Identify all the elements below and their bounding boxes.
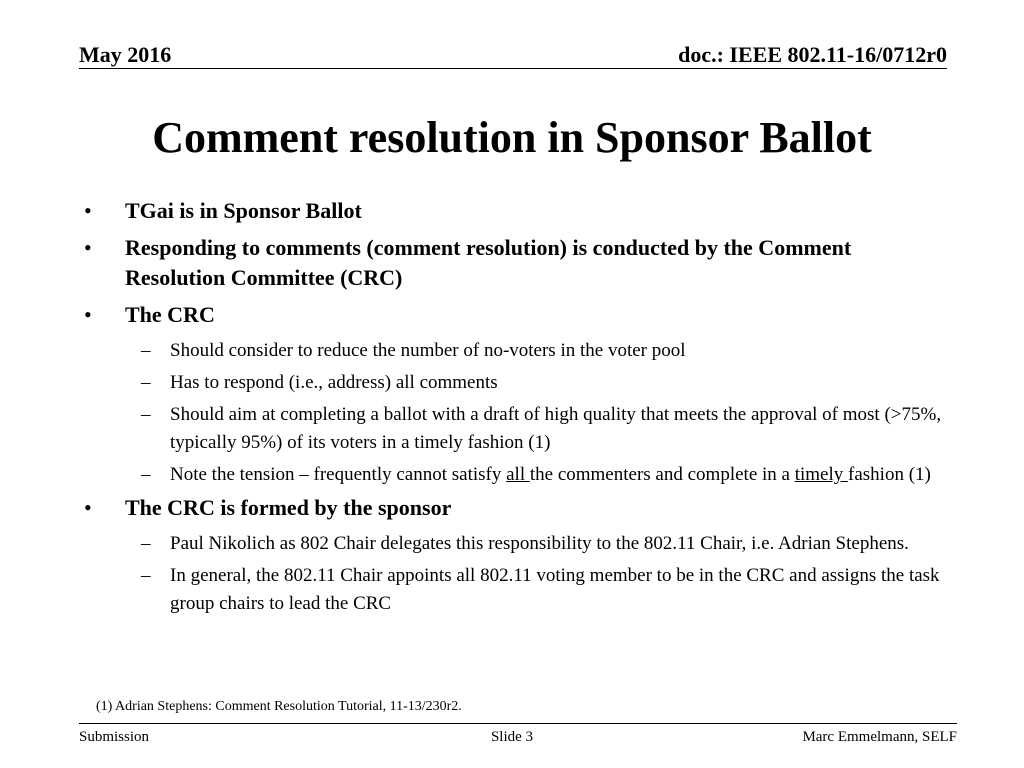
bullet-item	[84, 196, 944, 226]
bullet-item	[84, 493, 944, 523]
slide-content	[84, 196, 944, 622]
underlined-text: all	[506, 464, 530, 485]
slide-title: Comment resolution in Sponsor Ballot	[152, 113, 872, 162]
header-divider	[79, 68, 947, 69]
header-doc-id: doc.: IEEE 802.11-16/0712r0	[678, 42, 947, 67]
underlined-text: timely	[794, 464, 849, 485]
footer-submission: Submission	[79, 729, 150, 745]
header-date: May 2016	[79, 42, 172, 67]
slide-number: Slide 3	[490, 729, 534, 745]
footer-divider	[79, 723, 957, 724]
sub-bullet-item	[84, 461, 944, 489]
text-segment: the commenters and complete in a	[529, 464, 795, 485]
footer-author: Marc Emmelmann, SELF	[802, 729, 957, 745]
sub-bullet-item	[84, 401, 944, 457]
bullet-text: The CRC	[125, 302, 215, 327]
sub-bullet-text: Has to respond (i.e., address) all comments	[170, 372, 498, 393]
footnote: (1) Adrian Stephens: Comment Resolution Tutorial, 11-13/230r2.	[96, 699, 462, 714]
dash-marker: –	[141, 533, 151, 554]
sub-bullet-item	[84, 530, 944, 558]
dash-marker: –	[141, 565, 151, 586]
bullet-item	[84, 233, 944, 293]
bullet-marker: •	[84, 235, 92, 260]
bullet-text: The CRC is formed by the sponsor	[125, 495, 452, 520]
dash-marker: –	[141, 464, 151, 485]
sub-bullet-item	[84, 337, 944, 365]
bullet-marker: •	[84, 198, 92, 223]
sub-bullet-text: Should consider to reduce the number of no-voters in the voter pool	[170, 340, 686, 361]
bullet-marker: •	[84, 302, 92, 327]
sub-bullet-text	[170, 464, 931, 485]
dash-marker: –	[141, 404, 151, 425]
sub-bullet-item	[84, 562, 944, 618]
sub-bullet-item	[84, 369, 944, 397]
text-segment: fashion (1)	[848, 464, 931, 485]
sub-bullet-text: In general, the 802.11 Chair appoints all 802.11 voting member to be in the CRC and assigns the task group chairs to lead the CRC	[170, 565, 940, 614]
text-segment: Note the tension – frequently cannot satisfy	[170, 464, 507, 485]
bullet-marker: •	[84, 495, 92, 520]
dash-marker: –	[141, 340, 151, 361]
bullet-text: Responding to comments (comment resolution) is conducted by the Comment Resolution Committee (CRC)	[125, 235, 852, 290]
bullet-item	[84, 300, 944, 330]
dash-marker: –	[141, 372, 151, 393]
sub-bullet-text: Should aim at completing a ballot with a draft of high quality that meets the approval of most (>75%, typically 95%) of its voters in a timely fashion (1)	[170, 404, 942, 453]
sub-bullet-text: Paul Nikolich as 802 Chair delegates this responsibility to the 802.11 Chair, i.e. Adrian Stephens.	[170, 533, 909, 554]
bullet-text: TGai is in Sponsor Ballot	[125, 198, 362, 223]
